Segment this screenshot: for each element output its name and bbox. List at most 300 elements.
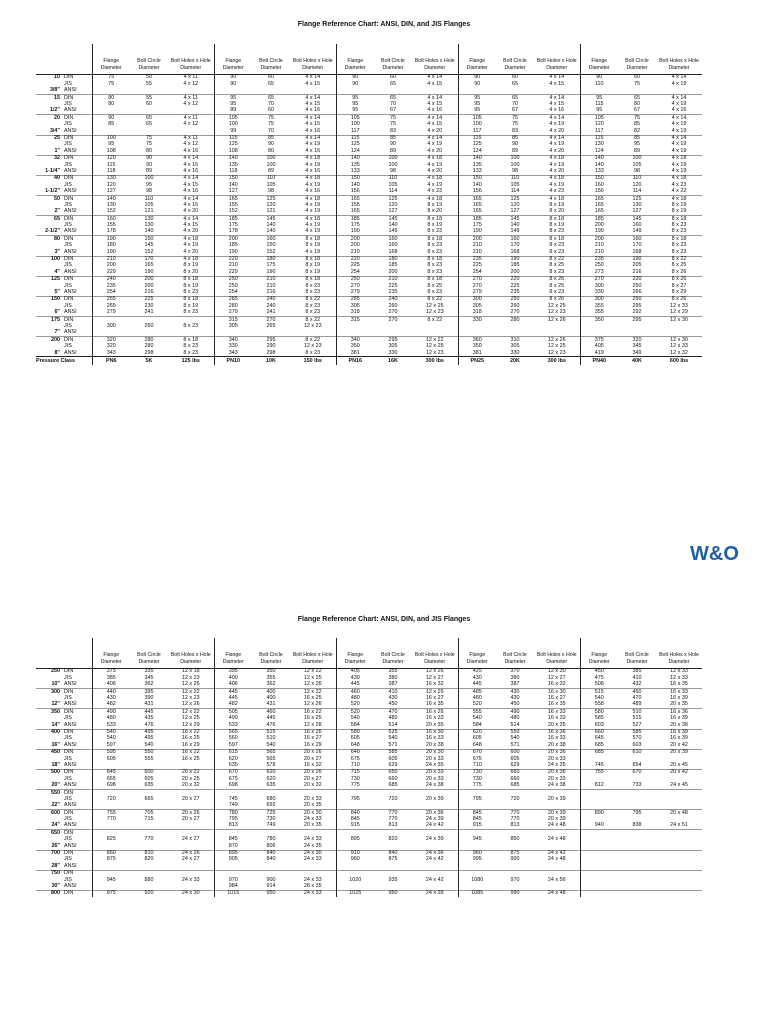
- cell-din: [580, 850, 618, 857]
- cell-jis: 770: [92, 817, 130, 823]
- cell-jis: 12 x 25: [303, 674, 322, 681]
- size-label: 550: [36, 790, 62, 797]
- cell-din: 110: [252, 175, 290, 182]
- cell-din: [580, 830, 618, 837]
- pressure-class-value: 10K: [252, 357, 290, 366]
- cell-ansi: 4 x 20: [427, 167, 443, 174]
- pressure-class-value: 20K: [496, 357, 534, 366]
- cell-ansi: [534, 330, 580, 337]
- cell-din: 185: [214, 216, 252, 223]
- cell-ansi: 117: [336, 128, 374, 135]
- cell-ansi: [618, 843, 656, 850]
- cell-jis: 75: [512, 121, 518, 128]
- cell-jis: 895: [336, 837, 374, 843]
- cell-jis: 250: [580, 263, 618, 269]
- cell-ansi: 16 x 35: [547, 701, 566, 708]
- cell-jis: 995: [458, 857, 496, 863]
- cell-din: 8 x 18: [290, 236, 336, 243]
- cell-din: 295: [374, 337, 412, 344]
- cell-ansi: 8 x 26: [671, 268, 687, 275]
- cell-ansi: 12 x 23: [547, 349, 566, 356]
- cell-ansi: 584: [458, 722, 496, 729]
- cell-jis: 720: [388, 795, 398, 802]
- logo-text: W&O: [690, 543, 739, 565]
- cell-jis: 295: [632, 302, 642, 309]
- column-header: Flange Diameter: [214, 638, 252, 669]
- cell-jis: 8 x 27: [671, 282, 687, 289]
- standard-label: DIN: [62, 850, 92, 857]
- cell-ansi: 270: [388, 309, 398, 316]
- cell-ansi: 4 x 23: [549, 188, 565, 195]
- size-label: 3": [54, 248, 60, 255]
- cell-ansi: [130, 108, 168, 115]
- standard-label: JIS: [64, 735, 72, 742]
- cell-ansi: 387: [388, 681, 398, 688]
- size-label: 400: [36, 729, 62, 736]
- standard-label: DIN: [62, 256, 92, 263]
- cell-din: 670: [458, 749, 496, 756]
- standard-label: DIN: [62, 729, 92, 736]
- cell-ansi: [336, 330, 374, 337]
- cell-jis: 4 x 15: [183, 222, 199, 229]
- cell-jis: 24 x 33: [181, 876, 200, 883]
- cell-din: 150: [336, 175, 374, 182]
- cell-ansi: 4 x 19: [305, 208, 321, 215]
- cell-jis: 120: [388, 201, 398, 208]
- cell-ansi: 12 x 23: [547, 309, 566, 316]
- cell-ansi: 279: [92, 310, 130, 317]
- cell-ansi: [618, 330, 656, 337]
- cell-ansi: 431: [144, 701, 154, 708]
- size-label: 100: [36, 256, 62, 263]
- cell-ansi: [580, 863, 618, 870]
- cell-jis: 655: [92, 776, 130, 782]
- cell-din: 725: [252, 810, 290, 817]
- cell-jis: 185: [214, 243, 252, 249]
- cell-din: 840: [336, 810, 374, 817]
- cell-jis: 8 x 23: [427, 242, 443, 249]
- cell-ansi: 4 x 20: [183, 248, 199, 255]
- chart-title: Flange Reference Chart: ANSI, DIN, and JIS Flanges: [297, 616, 471, 623]
- cell-din: 55: [130, 95, 168, 102]
- cell-din: [656, 790, 702, 797]
- size-label: 8": [54, 349, 60, 356]
- cell-ansi: 235: [510, 288, 520, 295]
- cell-din: 270: [458, 276, 496, 283]
- cell-jis: 130: [632, 201, 642, 208]
- cell-ansi: 8 x 20: [549, 208, 565, 215]
- standard-label: DIN: [62, 115, 92, 122]
- cell-din: 85: [252, 135, 290, 142]
- cell-jis: 24 x 56: [547, 876, 566, 883]
- cell-jis: 770: [510, 816, 520, 823]
- size-label: 20: [36, 115, 62, 122]
- table-row: [36, 722, 702, 729]
- cell-jis: 12 x 27: [425, 674, 444, 681]
- cell-jis: 305: [336, 303, 374, 309]
- table-row: [36, 783, 702, 790]
- cell-din: 145: [252, 216, 290, 223]
- cell-jis: 24 x 48: [547, 856, 566, 863]
- cell-ansi: 20 x 32: [303, 782, 322, 789]
- cell-ansi: 190: [458, 229, 496, 236]
- cell-ansi: 4 x 16: [671, 107, 687, 114]
- standard-header: [62, 638, 92, 669]
- column-header: Bolt Holes x Hole Diameter: [414, 651, 455, 665]
- cell-jis: 8 x 19: [671, 201, 687, 208]
- pressure-class-value: PN16: [336, 357, 374, 366]
- cell-jis: 260: [388, 302, 398, 309]
- cell-din: 125: [374, 196, 412, 203]
- cell-jis: 290: [266, 343, 276, 350]
- cell-jis: 4 x 19: [671, 121, 687, 128]
- cell-din: 16 x 30: [412, 729, 458, 736]
- cell-jis: 90: [390, 141, 396, 148]
- cell-jis: 385: [92, 675, 130, 681]
- cell-ansi: 381: [336, 350, 374, 357]
- cell-din: 180: [374, 256, 412, 263]
- table-row: [36, 148, 702, 155]
- cell-jis: 645: [580, 736, 618, 742]
- cell-din: 65: [618, 95, 656, 102]
- cell-ansi: 190: [92, 249, 130, 256]
- cell-ansi: 67: [634, 107, 640, 114]
- cell-ansi: 80: [268, 147, 274, 154]
- cell-ansi: 118: [92, 168, 130, 175]
- cell-ansi: 355: [580, 310, 618, 317]
- standard-label: ANSI: [64, 721, 77, 728]
- cell-jis: 60: [146, 101, 152, 108]
- cell-jis: 410: [632, 674, 642, 681]
- cell-jis: 825: [92, 837, 130, 843]
- size-label: 28": [51, 862, 60, 869]
- cell-din: 780: [214, 810, 252, 817]
- cell-jis: 120: [266, 201, 276, 208]
- table-row: [36, 88, 702, 95]
- cell-jis: 495: [144, 735, 154, 742]
- cell-ansi: 745: [580, 762, 618, 769]
- size-header: [36, 638, 62, 669]
- cell-jis: 4 x 19: [671, 80, 687, 87]
- cell-jis: 90: [268, 141, 274, 148]
- cell-jis: 430: [388, 695, 398, 702]
- cell-ansi: 984: [214, 884, 252, 891]
- standard-label: ANSI: [64, 268, 77, 275]
- cell-din: 610: [618, 749, 656, 756]
- cell-jis: 70: [512, 101, 518, 108]
- size-label: 12": [51, 701, 60, 708]
- cell-jis: 210: [214, 263, 252, 269]
- cell-jis: 305: [458, 303, 496, 309]
- cell-ansi: 20 x 35: [425, 721, 444, 728]
- cell-ansi: 648: [458, 742, 496, 749]
- cell-jis: 4 x 15: [427, 101, 443, 108]
- cell-jis: 730: [336, 776, 374, 782]
- cell-din: 60: [618, 75, 656, 82]
- cell-ansi: [458, 88, 496, 95]
- cell-ansi: 20 x 35: [547, 721, 566, 728]
- cell-ansi: [374, 884, 412, 891]
- cell-jis: 12 x 23: [303, 343, 322, 350]
- cell-jis: 4 x 19: [183, 242, 199, 249]
- cell-ansi: 82: [634, 127, 640, 134]
- cell-din: 8 x 18: [290, 256, 336, 263]
- cell-din: 375: [92, 669, 130, 676]
- cell-jis: 130: [92, 202, 130, 208]
- cell-jis: 305: [214, 323, 252, 329]
- cell-ansi: 4 x 22: [671, 188, 687, 195]
- cell-ansi: 20 x 42: [670, 741, 688, 748]
- cell-ansi: 710: [458, 762, 496, 769]
- cell-ansi: 450: [388, 701, 398, 708]
- cell-din: 250: [496, 296, 534, 303]
- cell-din: 350: [580, 317, 618, 324]
- cell-ansi: 152: [92, 209, 130, 216]
- cell-jis: 8 x 25: [427, 282, 443, 289]
- cell-ansi: [336, 863, 374, 870]
- cell-din: 585: [618, 729, 656, 736]
- cell-jis: 160: [388, 242, 398, 249]
- cell-jis: 12 x 25: [547, 302, 566, 309]
- cell-din: 520: [336, 709, 374, 716]
- cell-din: [618, 790, 656, 797]
- cell-din: 190: [496, 256, 534, 263]
- cell-ansi: [92, 88, 130, 95]
- cell-jis: 120: [580, 122, 618, 128]
- cell-ansi: 24 x 35: [303, 842, 322, 849]
- cell-jis: 145: [144, 242, 154, 249]
- cell-jis: 795: [214, 817, 252, 823]
- cell-din: 515: [252, 729, 290, 736]
- cell-din: 845: [458, 810, 496, 817]
- cell-din: 24 x 39: [412, 890, 458, 897]
- table-row: [36, 350, 702, 357]
- standard-label: ANSI: [64, 288, 77, 295]
- cell-jis: 90: [336, 81, 374, 87]
- cell-din: 150: [214, 175, 252, 182]
- column-header: Flange Diameter: [458, 44, 496, 75]
- cell-ansi: 4 x 16: [305, 147, 321, 154]
- cell-jis: 20 x 33: [425, 775, 444, 782]
- cell-jis: 140: [388, 222, 398, 229]
- cell-ansi: [336, 803, 374, 810]
- cell-jis: 540: [92, 736, 130, 742]
- cell-jis: 720: [510, 795, 520, 802]
- cell-ansi: [92, 108, 130, 115]
- cell-ansi: [412, 803, 458, 810]
- cell-ansi: 16 x 29: [303, 741, 322, 748]
- cell-din: 425: [458, 669, 496, 676]
- cell-ansi: 812: [580, 783, 618, 790]
- cell-ansi: [92, 762, 130, 769]
- cell-din: 165: [458, 196, 496, 203]
- cell-ansi: [458, 884, 496, 891]
- cell-ansi: [168, 823, 214, 830]
- cell-din: 24 x 48: [534, 890, 580, 897]
- cell-jis: 8 x 25: [549, 282, 565, 289]
- cell-ansi: 165: [336, 209, 374, 216]
- cell-ansi: 254: [214, 290, 252, 297]
- standard-label: ANSI: [64, 127, 77, 134]
- cell-din: [656, 870, 702, 877]
- cell-jis: 225: [388, 282, 398, 289]
- cell-jis: 24 x 33: [303, 876, 322, 883]
- standard-label: ANSI: [64, 188, 77, 195]
- cell-din: 4 x 11: [168, 75, 214, 82]
- cell-din: 110: [618, 175, 656, 182]
- column-header: Bolt Holes x Hole Diameter: [536, 651, 577, 665]
- cell-jis: 12 x 25: [181, 715, 200, 722]
- cell-jis: 140: [580, 162, 618, 168]
- cell-jis: 185: [388, 262, 398, 269]
- size-label: 750: [36, 870, 62, 877]
- cell-din: 20 x 36: [412, 810, 458, 817]
- column-header: Bolt Holes x Hole Diameter: [170, 651, 211, 665]
- cell-ansi: 482: [214, 702, 252, 709]
- cell-ansi: 210: [458, 249, 496, 256]
- cell-din: 4 x 11: [168, 135, 214, 142]
- cell-din: 515: [580, 689, 618, 696]
- column-header: Bolt Circle Diameter: [259, 57, 283, 71]
- cell-din: 20 x 36: [534, 749, 580, 756]
- cell-din: 235: [458, 256, 496, 263]
- cell-ansi: 210: [580, 249, 618, 256]
- cell-ansi: 24 x 51: [670, 822, 688, 829]
- standard-label: JIS: [64, 121, 72, 128]
- standard-label: DIN: [62, 196, 92, 203]
- cell-jis: 260: [144, 322, 154, 329]
- size-label: 16": [51, 741, 60, 748]
- column-header: Bolt Circle Diameter: [137, 57, 161, 71]
- cell-din: 12 x 30: [656, 337, 702, 344]
- cell-jis: 770: [144, 836, 154, 843]
- cell-din: 295: [618, 317, 656, 324]
- cell-din: 1015: [214, 890, 252, 897]
- cell-jis: 475: [580, 675, 618, 681]
- cell-din: 470: [374, 709, 412, 716]
- cell-ansi: 8 x 23: [549, 228, 565, 235]
- cell-jis: 665: [144, 795, 154, 802]
- cell-din: 685: [580, 749, 618, 756]
- cell-ansi: 168: [510, 248, 520, 255]
- cell-din: 16 x 30: [534, 689, 580, 696]
- cell-jis: 165: [144, 262, 154, 269]
- cell-din: 120: [92, 155, 130, 162]
- cell-ansi: 133: [336, 168, 374, 175]
- cell-jis: 120: [632, 181, 642, 188]
- cell-din: 600: [130, 769, 168, 776]
- cell-jis: 4 x 15: [305, 80, 321, 87]
- cell-ansi: [656, 884, 702, 891]
- cell-jis: 4 x 19: [305, 161, 321, 168]
- cell-ansi: 156: [458, 189, 496, 196]
- cell-jis: 1080: [458, 877, 496, 883]
- cell-din: 620: [458, 729, 496, 736]
- standard-label: JIS: [64, 856, 72, 863]
- cell-din: 200: [130, 276, 168, 283]
- cell-din: 395: [130, 689, 168, 696]
- cell-din: 16 x 39: [656, 729, 702, 736]
- cell-ansi: 133: [580, 168, 618, 175]
- cell-ansi: 127: [632, 208, 642, 215]
- cell-ansi: 298: [144, 349, 154, 356]
- cell-din: 8 x 18: [656, 236, 702, 243]
- cell-ansi: 80: [146, 147, 152, 154]
- cell-ansi: 24 x 38: [425, 782, 444, 789]
- cell-din: 24 x 30: [168, 890, 214, 897]
- cell-ansi: 870: [214, 843, 252, 850]
- cell-jis: 605: [458, 736, 496, 742]
- cell-ansi: 685: [388, 782, 398, 789]
- cell-ansi: 124: [580, 148, 618, 155]
- cell-jis: 125: [336, 142, 374, 148]
- cell-ansi: 4 x 20: [183, 208, 199, 215]
- cell-jis: 970: [510, 876, 520, 883]
- cell-din: 300: [458, 296, 496, 303]
- cell-din: 280: [130, 337, 168, 344]
- cell-ansi: 117: [458, 128, 496, 135]
- table-row: [36, 749, 702, 756]
- cell-jis: 65: [512, 80, 518, 87]
- cell-ansi: 8 x 23: [427, 248, 443, 255]
- standard-label: ANSI: [64, 87, 77, 94]
- pressure-class-value: 600 lbs: [656, 357, 702, 366]
- standard-label: JIS: [64, 141, 72, 148]
- cell-jis: 24 x 27: [181, 856, 200, 863]
- cell-din: 890: [580, 810, 618, 817]
- cell-din: 110: [496, 175, 534, 182]
- cell-din: 12 x 22: [290, 669, 336, 676]
- standard-header: [62, 44, 92, 75]
- cell-din: 110: [374, 175, 412, 182]
- cell-ansi: [290, 88, 336, 95]
- cell-ansi: 8 x 23: [427, 228, 443, 235]
- cell-din: 920: [130, 890, 168, 897]
- chart-title: Flange Reference Chart: ANSI, DIN, and JIS Flanges: [297, 21, 471, 28]
- standard-label: ANSI: [64, 329, 77, 336]
- cell-din: 4 x 18: [168, 236, 214, 243]
- cell-jis: 4 x 19: [671, 141, 687, 148]
- cell-jis: 250: [214, 283, 252, 289]
- cell-din: 340: [214, 337, 252, 344]
- cell-ansi: 431: [266, 701, 276, 708]
- table-row: [36, 769, 702, 776]
- cell-ansi: 381: [458, 350, 496, 357]
- cell-ansi: [214, 88, 252, 95]
- cell-jis: 840: [266, 856, 276, 863]
- cell-din: [580, 790, 618, 797]
- standard-label: DIN: [62, 155, 92, 162]
- cell-din: [656, 830, 702, 837]
- cell-din: 490: [496, 709, 534, 716]
- cell-ansi: 121: [266, 208, 276, 215]
- cell-ansi: [458, 843, 496, 850]
- cell-din: 160: [374, 236, 412, 243]
- cell-ansi: 99: [214, 128, 252, 135]
- cell-ansi: 89: [634, 147, 640, 154]
- cell-din: 210: [374, 276, 412, 283]
- cell-din: 190: [92, 236, 130, 243]
- cell-jis: 75: [146, 141, 152, 148]
- cell-jis: 4 x 19: [671, 161, 687, 168]
- cell-ansi: [618, 88, 656, 95]
- cell-din: 20 x 26: [168, 810, 214, 817]
- cell-din: 335: [130, 669, 168, 676]
- cell-ansi: 298: [266, 349, 276, 356]
- cell-din: 4 x 14: [412, 115, 458, 122]
- cell-din: 4 x 14: [168, 196, 214, 203]
- cell-ansi: 540: [266, 741, 276, 748]
